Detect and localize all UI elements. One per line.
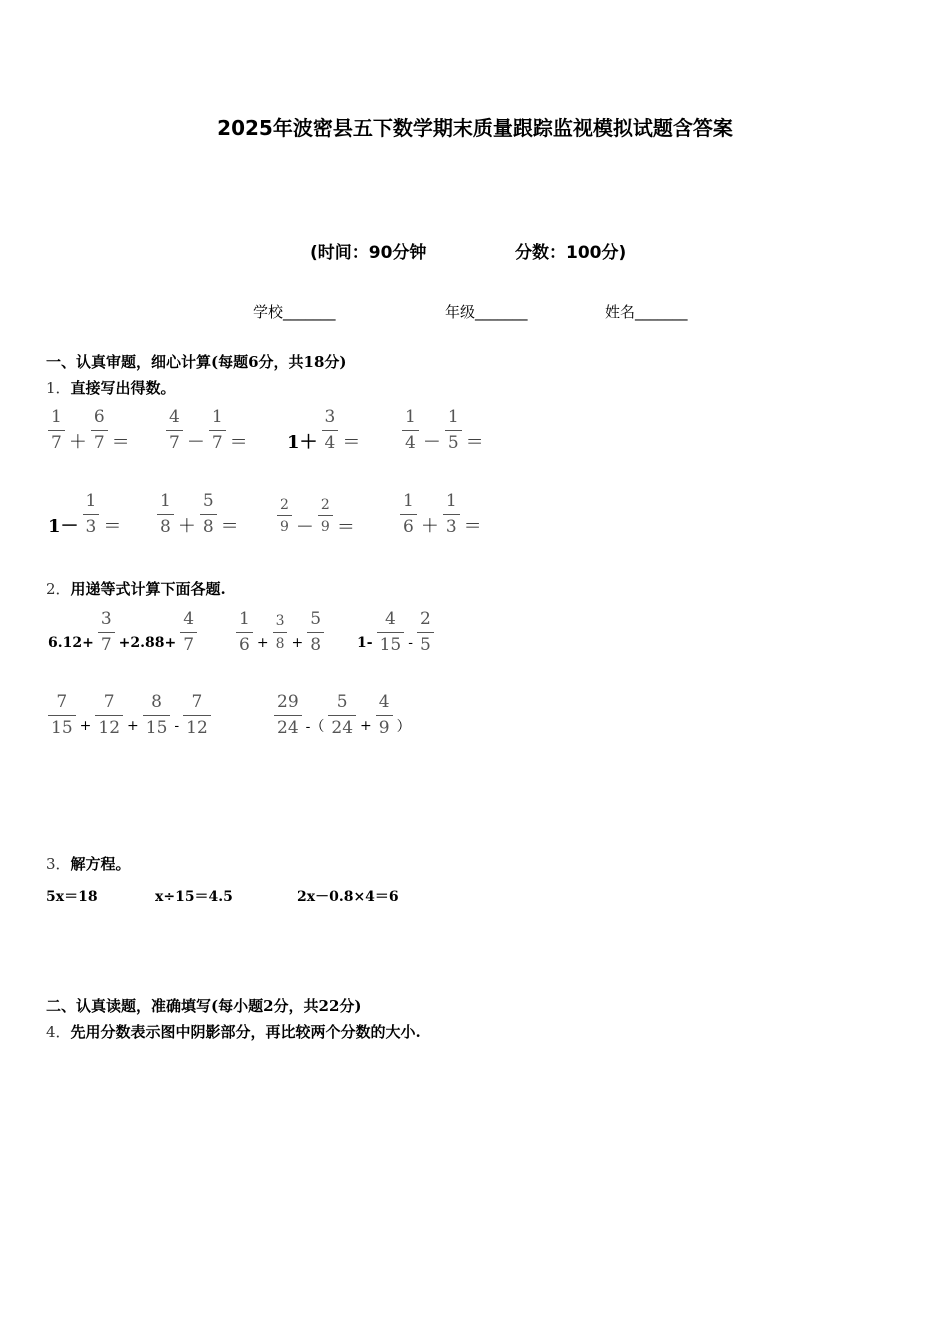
exam-score: 分数：100分)	[515, 243, 627, 263]
fraction: $\frac{4}{15}$	[377, 610, 405, 655]
q2-expr-4: $\frac{7}{15}$ + $\frac{7}{12}$ + $\frac{8}{15}$ - $\frac{7}{12}$	[46, 693, 213, 738]
q1-expr-5: 1－ $\frac{1}{3}$ ＝	[48, 491, 122, 537]
fraction: $\frac{7}{12}$	[183, 693, 211, 738]
fraction: $\frac{3}{7}$	[98, 610, 115, 655]
question-number: 2．	[46, 580, 71, 598]
fraction: $\frac{1}{5}$	[445, 408, 462, 453]
fraction: $\frac{5}{8}$	[200, 492, 217, 537]
fraction: $\frac{2}{9}$	[318, 497, 333, 535]
question-4	[46, 1021, 421, 1042]
fraction: $\frac{7}{15}$	[48, 693, 76, 738]
question-text: 解方程。	[70, 855, 131, 873]
fraction: $\frac{3}{4}$	[322, 408, 339, 453]
question-number: 1．	[46, 379, 71, 397]
school-field: 学校_______	[253, 303, 336, 321]
fraction: $\frac{29}{24}$	[274, 693, 302, 738]
fraction: $\frac{5}{8}$	[307, 610, 324, 655]
fraction: $\frac{6}{7}$	[91, 408, 108, 453]
fraction: $\frac{1}{4}$	[402, 408, 419, 453]
fraction: $\frac{1}{6}$	[236, 610, 253, 655]
fraction: $\frac{1}{7}$	[48, 408, 65, 453]
section-1-heading: 一、认真审题，细心计算(每题6分，共18分)	[46, 353, 347, 371]
question-3	[46, 853, 131, 874]
fraction: $\frac{1}{3}$	[83, 492, 100, 537]
fraction: $\frac{8}{15}$	[143, 693, 171, 738]
question-number: 4．	[46, 1023, 71, 1041]
fraction: $\frac{1}{8}$	[157, 492, 174, 537]
fraction: $\frac{5}{24}$	[328, 693, 356, 738]
fraction: $\frac{4}{7}$	[166, 408, 183, 453]
exam-time: (时间：90分钟	[310, 243, 427, 263]
q1-expr-8: $\frac{1}{6}$ ＋ $\frac{1}{3}$ ＝	[398, 492, 484, 537]
q2-expr-1: 6.12+ $\frac{3}{7}$ +2.88+ $\frac{4}{7}$	[46, 610, 199, 655]
question-2	[46, 578, 226, 599]
q2-expr-5: $\frac{29}{24}$ -（ $\frac{5}{24}$ + $\frac{4}{9}$ ）	[272, 693, 413, 738]
q1-expr-2: $\frac{4}{7}$ － $\frac{1}{7}$ ＝	[164, 408, 250, 453]
question-text: 先用分数表示图中阴影部分，再比较两个分数的大小.	[70, 1023, 421, 1041]
equation-3: 2x－0.8×4＝6	[297, 889, 399, 905]
fraction: $\frac{4}{9}$	[376, 693, 393, 738]
question-text: 用递等式计算下面各题.	[70, 580, 226, 598]
fraction: $\frac{7}{12}$	[95, 693, 123, 738]
q1-expr-6: $\frac{1}{8}$ ＋ $\frac{5}{8}$ ＝	[155, 492, 241, 537]
q1-expr-3: 1＋ $\frac{3}{4}$ ＝	[287, 407, 361, 453]
fraction: $\frac{2}{5}$	[417, 610, 434, 655]
section-2-heading: 二、认真读题，准确填写(每小题2分，共22分)	[46, 997, 362, 1015]
equation-1: 5x＝18	[46, 889, 98, 905]
document-title: 2025年波密县五下数学期末质量跟踪监视模拟试题含答案	[217, 116, 733, 140]
fraction: $\frac{4}{7}$	[180, 610, 197, 655]
q2-expr-3: 1- $\frac{4}{15}$ - $\frac{2}{5}$	[355, 610, 436, 655]
name-field: 姓名_______	[605, 303, 688, 321]
fraction: $\frac{3}{8}$	[273, 613, 288, 651]
q1-expr-4: $\frac{1}{4}$ － $\frac{1}{5}$ ＝	[400, 408, 486, 453]
fraction: $\frac{2}{9}$	[277, 497, 292, 535]
fraction: $\frac{1}{3}$	[443, 492, 460, 537]
q1-expr-7: $\frac{2}{9}$ － $\frac{2}{9}$ ＝	[275, 497, 357, 535]
fraction: $\frac{1}{6}$	[400, 492, 417, 537]
equation-2: x÷15＝4.5	[155, 889, 233, 905]
question-number: 3．	[46, 855, 71, 873]
q2-expr-2: $\frac{1}{6}$ + $\frac{3}{8}$ + $\frac{5}{8}$	[234, 610, 326, 655]
q1-expr-1: $\frac{1}{7}$ ＋ $\frac{6}{7}$ ＝	[46, 408, 132, 453]
question-text: 直接写出得数。	[70, 379, 176, 397]
fraction: $\frac{1}{7}$	[209, 408, 226, 453]
question-1	[46, 377, 176, 398]
grade-field: 年级_______	[445, 303, 528, 321]
